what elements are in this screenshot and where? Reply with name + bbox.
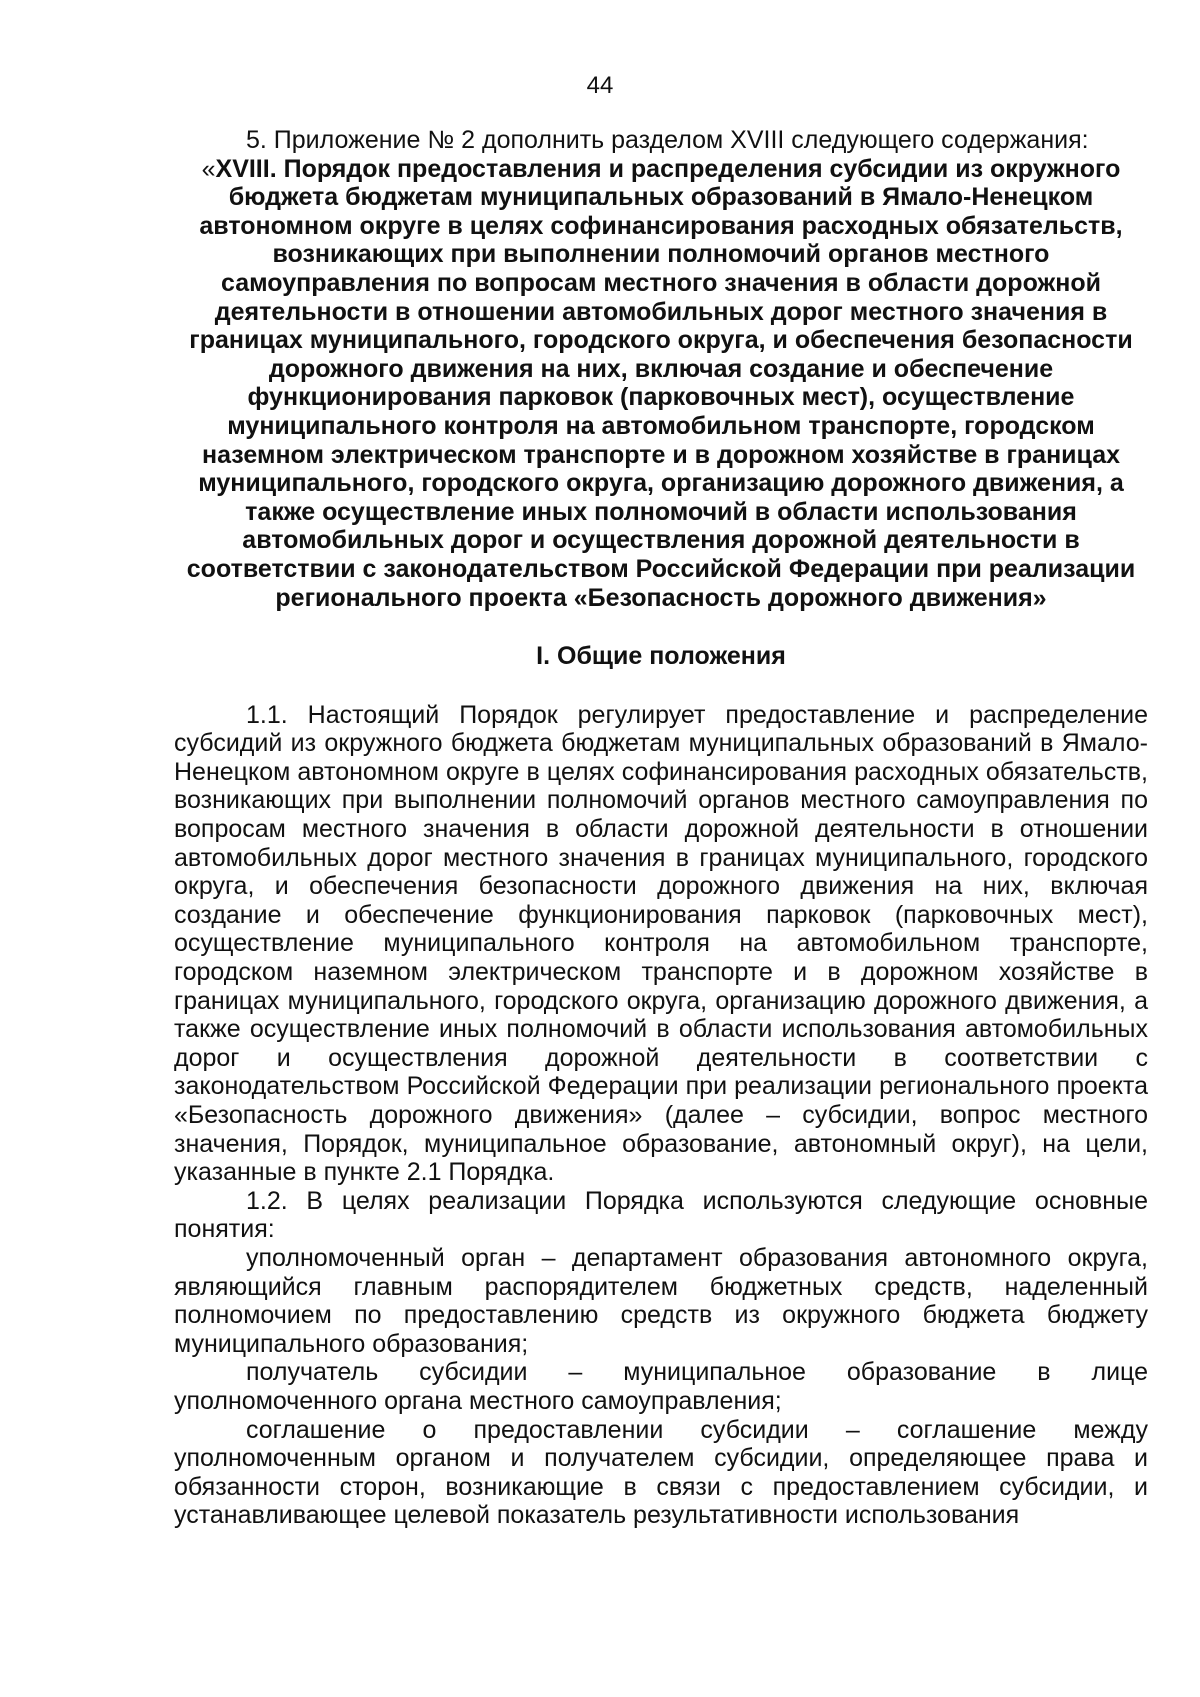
- heading-text: XVIII. Порядок предоставления и распределения субсидии из окружного бюджета бюджетам муниципальных образований в Ямало-Ненецком автономном округе в целях софинансирования расходных обязательств, возникающих при выполнении полномочий органов местного самоуправления по вопросам местного значения в области дорожной деятельности в отношении автомобильных дорог местного значения в границах муниципального, городского округа, и обеспечения безопасности дорожного движения на них, включая создание и обеспечение функционирования парковок (парковочных мест), осуществление муниципального контроля на автомобильном транспорте, городском наземном электрическом транспорте и в дорожном хозяйстве в границах муниципального, городского округа, организацию дорожного движения, а также осуществление иных полномочий в области использования автомобильных дорог и осуществления дорожной деятельности в соответствии с законодательством Российской Федерации при реализации регионального проекта «Безопасность дорожного движения»: [186, 154, 1136, 612]
- definition-subsidy-recipient: получатель субсидии – муниципальное образование в лице уполномоченного органа местного самоуправления;: [174, 1358, 1148, 1415]
- paragraph-1-2: 1.2. В целях реализации Порядка используются следующие основные понятия:: [174, 1186, 1148, 1244]
- section-title: I. Общие положения: [536, 642, 786, 671]
- section-heading: [174, 155, 1148, 613]
- intro-paragraph: 5. Приложение № 2 дополнить разделом XVIII следующего содержания:: [246, 126, 1089, 154]
- definition-authorized-body: уполномоченный орган – департамент образования автономного округа, являющийся главным распорядителем бюджетных средств, наделенный полномочием по предоставлению средств из окружного бюджета бюджету муниципального образования;: [174, 1243, 1148, 1358]
- document-body: [174, 126, 1148, 1530]
- paragraph-1-1: 1.1. Настоящий Порядок регулирует предоставление и распределение субсидий из окружного бюджета бюджетам муниципальных образований в Ямало-Ненецком автономном округе в целях софинансирования расходных обязательств, возникающих при выполнении полномочий органов местного самоуправления по вопросам местного значения в области дорожной деятельности в отношении автомобильных дорог местного значения в границах муниципального, городского округа, и обеспечения безопасности дорожного движения на них, включая создание и обеспечение функционирования парковок (парковочных мест), осуществление муниципального контроля на автомобильном транспорте, городском наземном электрическом транспорте и в дорожном хозяйстве в границах муниципального, городского округа, организацию дорожного движения, а также осуществление иных полномочий в области использования автомобильных дорог и осуществления дорожной деятельности в соответствии с законодательством Российской Федерации при реализации регионального проекта «Безопасность дорожного движения» (далее – субсидии, вопрос местного значения, Порядок, муниципальное образование, автономный округ), на цели, указанные в пункте 2.1 Порядка.: [174, 700, 1148, 1187]
- heading-quote-mark: «: [201, 154, 216, 183]
- page-number: 44: [586, 72, 614, 99]
- definition-subsidy-agreement: соглашение о предоставлении субсидии – соглашение между уполномоченным органом и получателем субсидии, определяющее права и обязанности сторон, возникающие в связи с предоставлением субсидии, и устанавливающее целевой показатель результативности использования: [174, 1415, 1148, 1530]
